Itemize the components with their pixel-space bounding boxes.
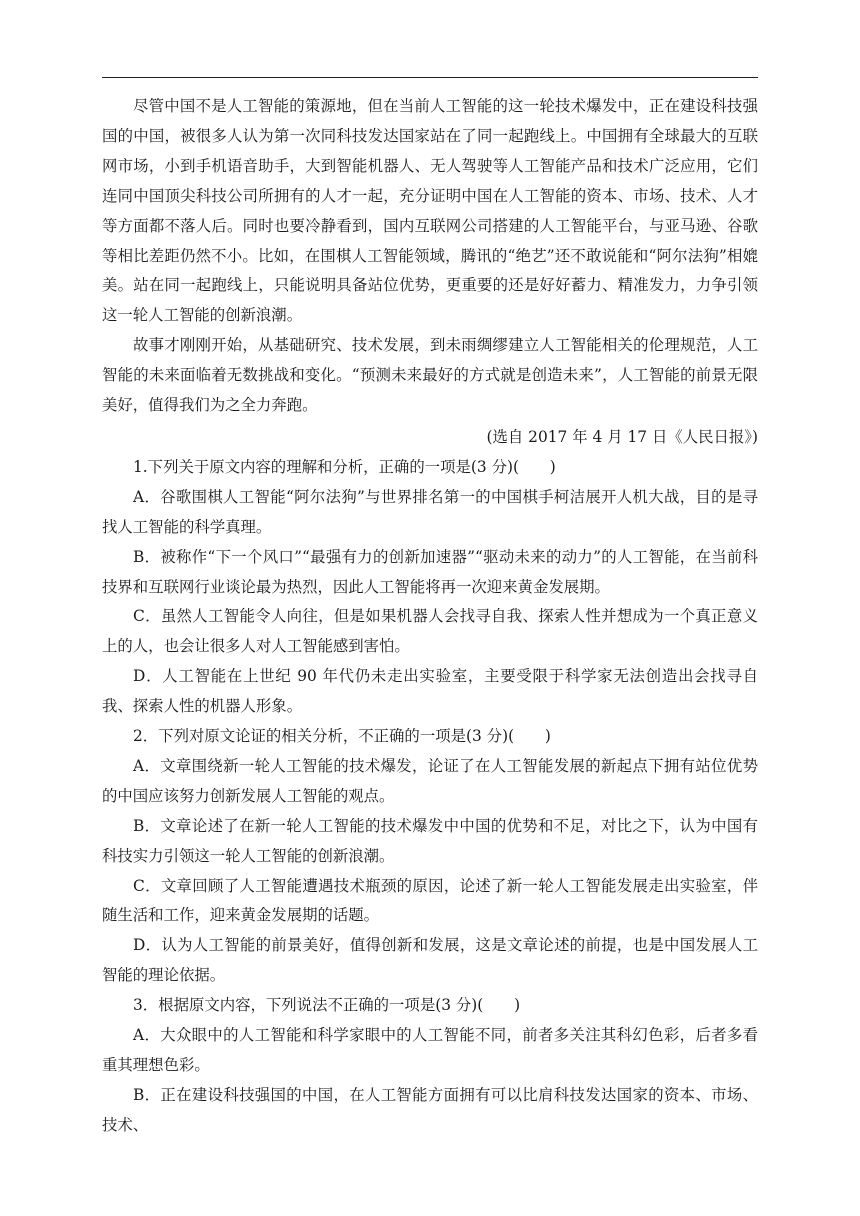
header-rule [102,77,758,78]
question-stem: 2．下列对原文论证的相关分析，不正确的一项是(3 分)( ) [133,727,551,746]
question-option: B．正在建设科技强国的中国，在人工智能方面拥有可以比肩科技发达国家的资本、市场、技术、 [102,1085,758,1134]
passage-paragraph: 故事才刚刚开始，从基础研究、技术发展，到未雨绸缪建立人工智能相关的伦理规范，人工智能的未来面临着无数挑战和变化。“预测未来最好的方式就是创造未来”，人工智能的前景无限美好，值得我们为之全力奔跑。 [102,336,758,415]
document-body [102,92,758,1141]
question-option: D．认为人工智能的前景美好，值得创新和发展，这是文章论述的前提，也是中国发展人工智能的理论依据。 [102,936,758,985]
question-option: C．虽然人工智能令人向往，但是如果机器人会找寻自我、探索人性并想成为一个真正意义上的人，也会让很多人对人工智能感到害怕。 [102,607,758,656]
question-stem: 3．根据原文内容，下列说法不正确的一项是(3 分)( ) [133,996,521,1015]
question-stem: 1.下列关于原文内容的理解和分析，正确的一项是(3 分)( ) [133,457,556,476]
question-option: A．大众眼中的人工智能和科学家眼中的人工智能不同，前者多关注其科幻色彩，后者多看重其理想色彩。 [102,1026,758,1074]
passage-paragraph: 尽管中国不是人工智能的策源地，但在当前人工智能的这一轮技术爆发中，正在建设科技强国的中国，被很多人认为第一次同科技发达国家站在了同一起跑线上。中国拥有全球最大的互联网市场，小到手机语音助手，大到智能机器人、无人驾驶等人工智能产品和技术广泛应用，它们连同中国顶尖科技公司所拥有的人才一起，充分证明中国在人工智能的资本、市场、技术、人才等方面都不落人后。同时也要冷静看到，国内互联网公司搭建的人工智能平台，与亚马逊、谷歌等相比差距仍然不小。比如，在围棋人工智能领域，腾讯的“绝艺”还不敢说能和“阿尔法狗”相媲美。站在同一起跑线上，只能说明具备站位优势，更重要的还是好好蓄力、精准发力，力争引领这一轮人工智能的创新浪潮。 [102,97,758,325]
question-option: B．文章论述了在新一轮人工智能的技术爆发中中国的优势和不足，对比之下，认为中国有科技实力引领这一轮人工智能的创新浪潮。 [102,816,758,865]
passage-source: (选自 2017 年 4 月 17 日《人民日报》) [486,427,758,446]
question-option: A．文章围绕新一轮人工智能的技术爆发，论证了在人工智能发展的新起点下拥有站位优势的中国应该努力创新发展人工智能的观点。 [102,756,758,805]
question-option: A．谷歌围棋人工智能“阿尔法狗”与世界排名第一的中国棋手柯洁展开人机大战，目的是寻找人工智能的科学真理。 [102,487,758,536]
question-option: D．人工智能在上世纪 90 年代仍未走出实验室，主要受限于科学家无法创造出会找寻自我、探索人性的机器人形象。 [102,667,758,716]
question-option: C．文章回顾了人工智能遭遇技术瓶颈的原因，论述了新一轮人工智能发展走出实验室，伴随生活和工作，迎来黄金发展期的话题。 [102,876,758,925]
question-option: B．被称作“下一个风口”“最强有力的创新加速器”“驱动未来的动力”的人工智能，在当前科技界和互联网行业谈论最为热烈，因此人工智能将再一次迎来黄金发展期。 [102,547,758,596]
